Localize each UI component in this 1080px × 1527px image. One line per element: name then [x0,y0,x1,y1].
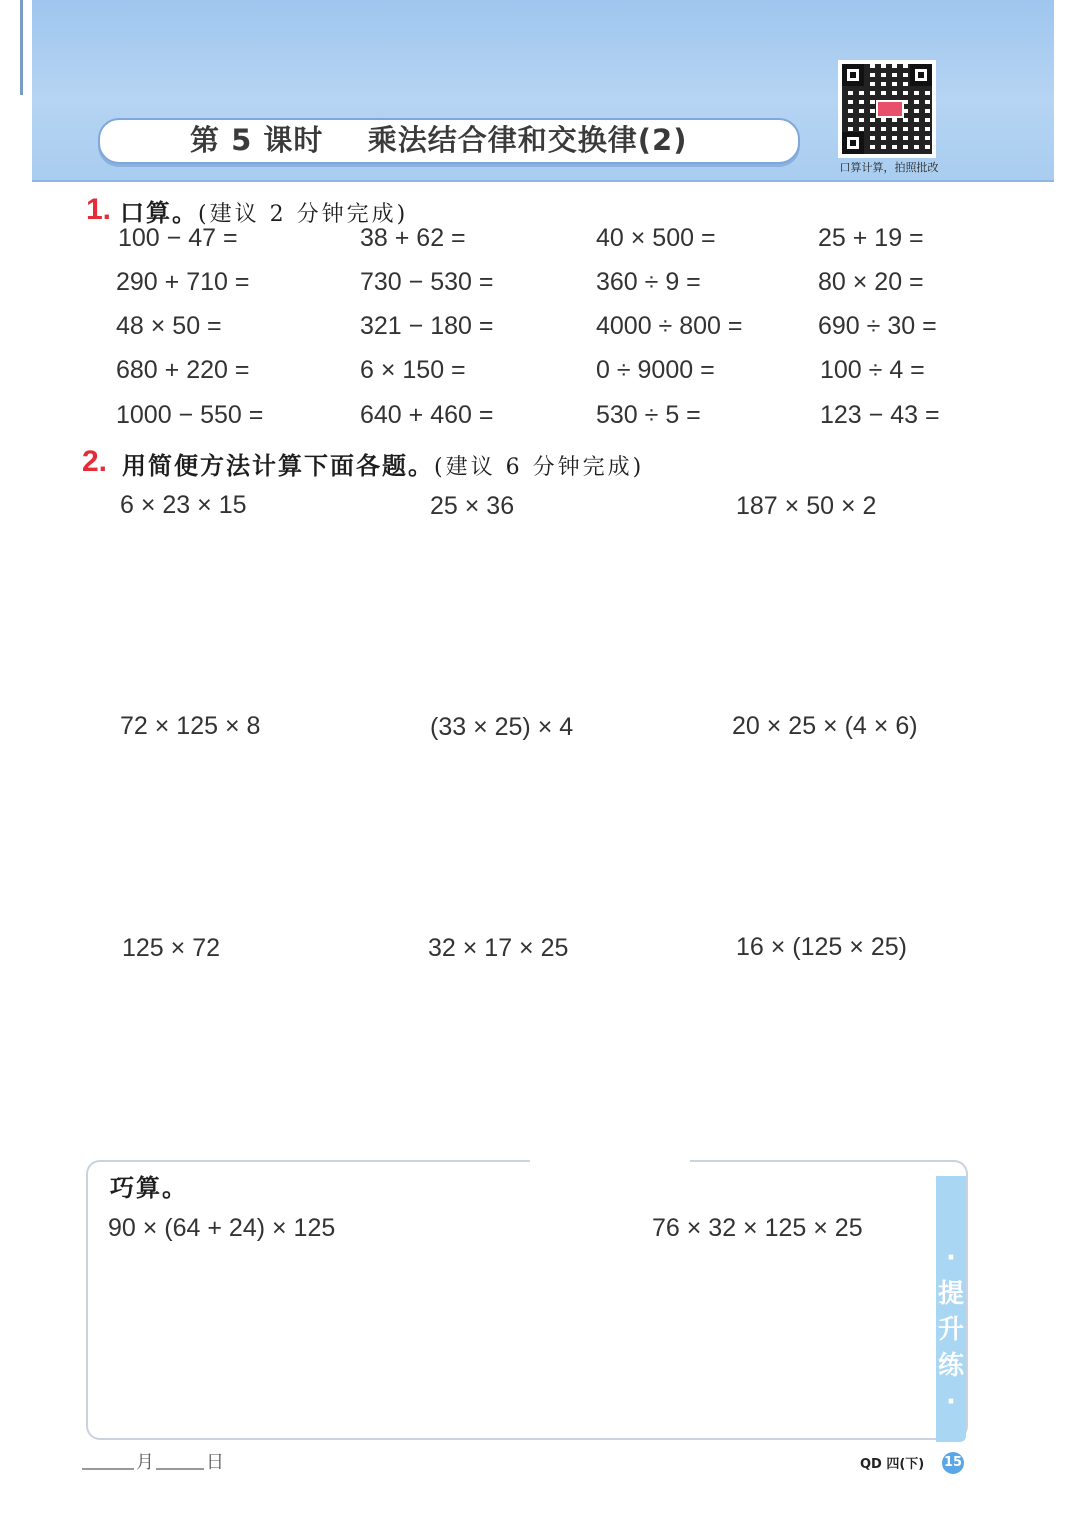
mental-math-item: 1000 − 550 = [116,401,264,429]
qr-finder [842,64,864,86]
mental-math-item: 680 + 220 = [116,356,250,384]
page-edge [20,0,23,95]
challenge-title: 巧算。 [110,1174,188,1202]
mental-math-item: 290 + 710 = [116,268,250,296]
mental-math-item: 321 − 180 = [360,312,494,340]
simplify-problem: 187 × 50 × 2 [736,492,877,520]
section-1-title-text: 口算。 [120,199,198,227]
section-2-title [122,446,644,481]
section-2-hint: (建议 6 分钟完成) [434,455,645,480]
mental-math-item: 100 − 47 = [118,224,238,252]
lesson-title: 第 5 课时 乘法结合律和交换律(2) [190,123,688,157]
mental-math-item: 100 ÷ 4 = [820,356,925,384]
section-1-number: 1. [86,193,112,226]
section-1-title [120,193,408,228]
book-code: QD 四(下) [860,1457,925,1472]
qr-logo [876,100,904,118]
mental-math-item: 48 × 50 = [116,312,222,340]
mental-math-item: 123 − 43 = [820,401,940,429]
mental-math-item: 360 ÷ 9 = [596,268,701,296]
simplify-problem: 25 × 36 [430,492,515,520]
challenge-problem: 90 × (64 + 24) × 125 [108,1214,336,1242]
simplify-problem: (33 × 25) × 4 [430,713,574,741]
qr-finder [910,64,932,86]
page-number: 15 [942,1452,964,1474]
simplify-problem: 16 × (125 × 25) [736,933,907,961]
mental-math-item: 640 + 460 = [360,401,494,429]
qr-code-icon[interactable] [838,60,936,158]
simplify-problem: 125 × 72 [122,934,221,962]
qr-finder [842,132,864,154]
section-2-title-text: 用简便方法计算下面各题。 [122,452,434,480]
mental-math-item: 730 − 530 = [360,268,494,296]
month-blank[interactable] [82,1468,134,1470]
qr-caption: 口算计算，拍照批改 [839,161,939,174]
simplify-problem: 6 × 23 × 15 [120,491,247,519]
mental-math-item: 4000 ÷ 800 = [596,312,743,340]
mental-math-item: 690 ÷ 30 = [818,312,937,340]
mental-math-item: 25 + 19 = [818,224,924,252]
side-tab-label: ·提升练· [937,1243,964,1417]
mental-math-item: 0 ÷ 9000 = [596,356,715,384]
challenge-box [86,1160,968,1440]
section-1-hint: (建议 2 分钟完成) [198,202,409,227]
challenge-problem: 76 × 32 × 125 × 25 [652,1214,863,1242]
day-blank[interactable] [156,1468,204,1470]
simplify-problem: 72 × 125 × 8 [120,712,261,740]
mental-math-item: 40 × 500 = [596,224,716,252]
mental-math-item: 6 × 150 = [360,356,466,384]
section-2-number: 2. [82,445,108,478]
day-label: 日 [206,1452,224,1473]
mental-math-item: 530 ÷ 5 = [596,401,701,429]
mental-math-item: 38 + 62 = [360,224,466,252]
simplify-problem: 32 × 17 × 25 [428,934,569,962]
month-label: 月 [136,1452,154,1473]
mental-math-item: 80 × 20 = [818,268,924,296]
simplify-problem: 20 × 25 × (4 × 6) [732,712,918,740]
box-border-gap [530,1155,690,1165]
